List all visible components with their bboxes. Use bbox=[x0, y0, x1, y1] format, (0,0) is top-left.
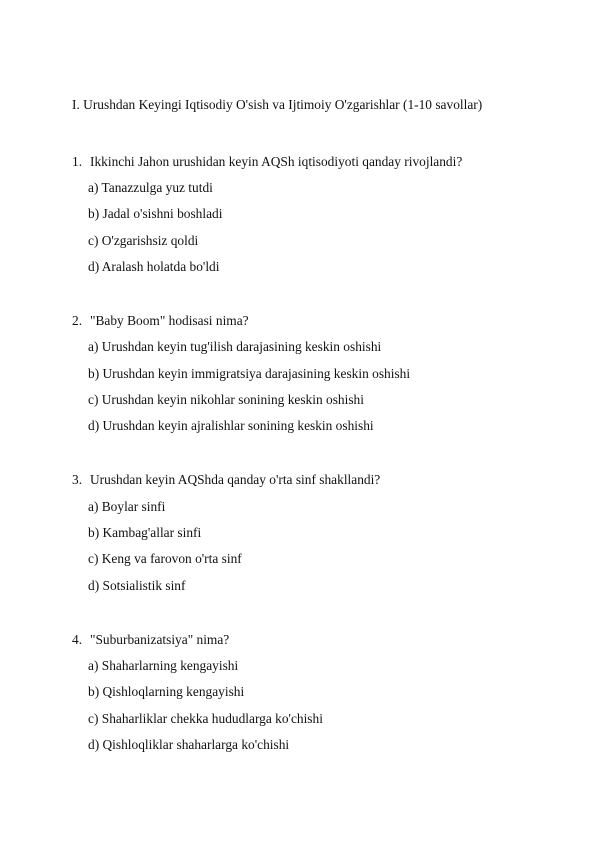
option-2b: b) Urushdan keyin immigratsiya darajasining keskin oshishi bbox=[88, 366, 411, 381]
section-title: I. Urushdan Keyingi Iqtisodiy O'sish va Ijtimoiy O'zgarishlar (1-10 savollar) bbox=[72, 97, 483, 112]
option-4c: c) Shaharliklar chekka hududlarga ko'chishi bbox=[88, 711, 323, 726]
question-1 bbox=[72, 154, 462, 170]
question-3 bbox=[72, 472, 380, 488]
question-text: Urushdan keyin AQShda qanday o'rta sinf shakllandi? bbox=[90, 472, 381, 487]
question-2 bbox=[72, 313, 249, 329]
question-text: Ikkinchi Jahon urushidan keyin AQSh iqtisodiyoti qanday rivojlandi? bbox=[90, 154, 463, 169]
option-1c: c) O'zgarishsiz qoldi bbox=[88, 233, 199, 248]
question-4 bbox=[72, 632, 229, 648]
option-3b: b) Kambag'allar sinfi bbox=[88, 525, 202, 540]
question-text: "Suburbanizatsiya" nima? bbox=[90, 632, 230, 647]
option-4d: d) Qishloqliklar shaharlarga ko'chishi bbox=[88, 737, 290, 752]
option-2c: c) Urushdan keyin nikohlar sonining keskin oshishi bbox=[88, 392, 364, 407]
option-1d: d) Aralash holatda bo'ldi bbox=[88, 259, 220, 274]
option-2d: d) Urushdan keyin ajralishlar sonining keskin oshishi bbox=[88, 418, 374, 433]
option-2a: a) Urushdan keyin tug'ilish darajasining keskin oshishi bbox=[88, 339, 382, 354]
option-3d: d) Sotsialistik sinf bbox=[88, 578, 186, 593]
question-number: 3. bbox=[72, 472, 83, 487]
option-3a: a) Boylar sinfi bbox=[88, 499, 166, 514]
option-3c: c) Keng va farovon o'rta sinf bbox=[88, 551, 242, 566]
option-1a: a) Tanazzulga yuz tutdi bbox=[88, 180, 213, 195]
question-text: "Baby Boom" hodisasi nima? bbox=[90, 313, 249, 328]
option-4a: a) Shaharlarning kengayishi bbox=[88, 658, 239, 673]
option-1b: b) Jadal o'sishni boshladi bbox=[88, 206, 223, 221]
question-number: 4. bbox=[72, 632, 83, 647]
question-number: 1. bbox=[72, 154, 83, 169]
question-number: 2. bbox=[72, 313, 83, 328]
option-4b: b) Qishloqlarning kengayishi bbox=[88, 684, 245, 699]
